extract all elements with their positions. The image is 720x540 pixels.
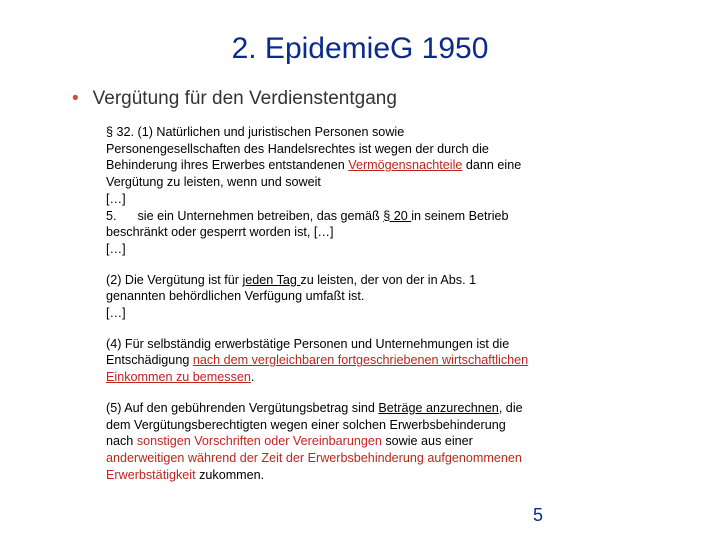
text-span: dann eine: [462, 158, 522, 173]
highlight-erwerbstaetigkeit: Erwerbstätigkeit: [106, 467, 196, 482]
text-span: (5) Auf den gebührenden Vergütungsbetrag sind: [106, 400, 379, 415]
text-line: § 32. (1) Natürlichen und juristischen Personen sowie: [106, 125, 405, 139]
highlight-sonstige-vorschriften: sonstigen Vorschriften oder Vereinbarungen: [136, 434, 382, 449]
text-line: [106, 272, 626, 289]
text-line: beschränkt oder gesperrt worden ist, […]: [106, 225, 334, 240]
highlight-einkommen-bemessen: Einkommen zu bemessen: [106, 370, 251, 385]
reference-paragraph-20: § 20: [383, 208, 412, 223]
text-span: nach: [106, 434, 137, 449]
text-span: zukommen.: [195, 467, 265, 482]
bullet-dot-icon: •: [72, 88, 79, 109]
text-line: (4) Für selbständig erwerbstätige Personen und Unternehmungen ist die: [106, 336, 510, 351]
text-span: in seinem Betrieb: [411, 208, 509, 223]
bullet-heading: [72, 88, 397, 110]
text-line: dem Vergütungsberechtigten wegen einer solchen Erwerbsbehinderung: [106, 417, 506, 432]
text-line: [106, 433, 626, 450]
highlight-vergleichbaren-einkommen: nach dem vergleichbaren fortgeschriebenen wirtschaftlichen: [192, 353, 529, 368]
text-line: Vergütung zu leisten, wenn und soweit: [106, 175, 321, 190]
text-span: sowie aus einer: [381, 434, 473, 449]
text-span: (2) Die Vergütung ist für: [106, 272, 243, 287]
text-span: , die: [498, 400, 523, 415]
law-text: [106, 124, 626, 483]
text-line: […]: [106, 306, 126, 321]
text-span: Entschädigung: [106, 353, 193, 368]
text-span: .: [250, 370, 255, 385]
paragraph-4: [106, 336, 626, 386]
highlight-jeden-tag: jeden Tag: [242, 272, 301, 287]
text-line: [106, 208, 626, 225]
text-line: [106, 352, 626, 369]
text-line: [106, 369, 626, 386]
bullet-text: Vergütung für den Verdienstentgang: [92, 88, 397, 109]
slide-title: 2. EpidemieG 1950: [231, 32, 489, 65]
highlight-anderweitige-erwerbstaetigkeit: anderweitigen während der Zeit der Erwerbsbehinderung aufgenommenen: [106, 450, 522, 465]
highlight-vermoegensnachteile: Vermögensnachteile: [348, 158, 463, 173]
paragraph-1: [106, 124, 626, 258]
text-span: zu leisten, der von der in Abs. 1: [300, 272, 477, 287]
text-line: [106, 467, 626, 484]
highlight-betraege-anzurechnen: Beträge anzurechnen: [378, 400, 499, 415]
paragraph-2: [106, 272, 626, 322]
paragraph-5: [106, 400, 626, 484]
text-line: […]: [106, 191, 126, 206]
text-line: Personengesellschaften des Handelsrechtes ist wegen der durch die: [106, 141, 489, 156]
text-span: Behinderung ihres Erwerbes entstandenen: [106, 158, 349, 173]
text-line: [106, 400, 626, 417]
text-line: genannten behördlichen Verfügung umfaßt ist.: [106, 289, 365, 304]
page-number: 5: [533, 505, 544, 525]
text-line: [106, 157, 626, 174]
text-span: 5. sie ein Unternehmen betreiben, das gemäß: [106, 208, 384, 223]
text-line: […]: [106, 241, 126, 256]
